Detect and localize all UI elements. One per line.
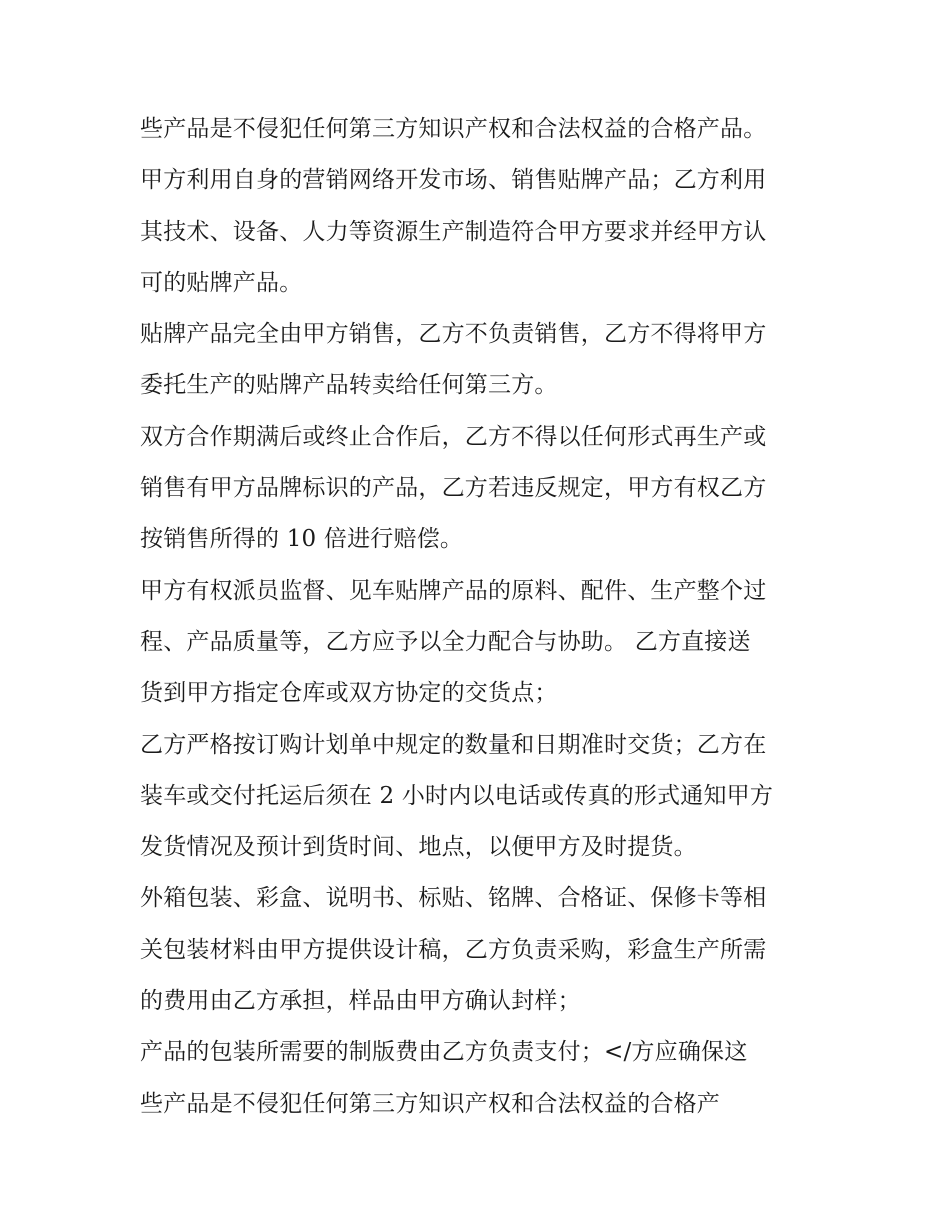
text-line: 其技术、设备、人力等资源生产制造符合甲方要求并经甲方认 (140, 218, 767, 245)
text-line: 发货情况及预计到货时间、地点，以便甲方及时提货。 (140, 834, 697, 861)
text-line: 双方合作期满后或终止合作后，乙方不得以任何形式再生产或 (140, 423, 767, 450)
text-line: 些产品是不侵犯任何第三方知识产权和合法权益的合格产 (140, 1090, 720, 1117)
text-line: 委托生产的贴牌产品转卖给任何第三方。 (140, 372, 558, 399)
text-line: 程、产品质量等，乙方应予以全力配合与协助。 乙方直接送 (140, 628, 751, 655)
text-line: 外箱包装、彩盒、说明书、标贴、铭牌、合格证、保修卡等相 (140, 885, 767, 912)
text-line: 贴牌产品完全由甲方销售，乙方不负责销售，乙方不得将甲方 (140, 321, 767, 348)
text-line: 关包装材料由甲方提供设计稿，乙方负责采购，彩盒生产所需 (140, 936, 767, 963)
text-line: 乙方严格按订购计划单中规定的数量和日期准时交货；乙方在 (140, 731, 767, 758)
text-line: 甲方利用自身的营销网络开发市场、销售贴牌产品；乙方利用 (140, 167, 767, 194)
text-line: 甲方有权派员监督、见车贴牌产品的原料、配件、生产整个过 (140, 577, 767, 604)
text-line: 产品的包装所需要的制版费由乙方负责支付；</方应确保这 (140, 1039, 748, 1066)
text-line: 的费用由乙方承担，样品由甲方确认封样； (140, 988, 581, 1015)
text-line: 销售有甲方品牌标识的产品，乙方若违反规定，甲方有权乙方 (140, 475, 767, 502)
document-body (140, 104, 820, 1130)
text-line: 货到甲方指定仓库或双方协定的交货点； (140, 680, 558, 707)
text-line: 可的贴牌产品。 (140, 269, 303, 296)
text-line: 些产品是不侵犯任何第三方知识产权和合法权益的合格产品。 (140, 116, 767, 142)
text-line: 装车或交付托运后须在 2 小时内以电话或传真的形式通知甲方 (140, 782, 774, 809)
text-line: 按销售所得的 10 倍进行赔偿。 (140, 526, 464, 553)
